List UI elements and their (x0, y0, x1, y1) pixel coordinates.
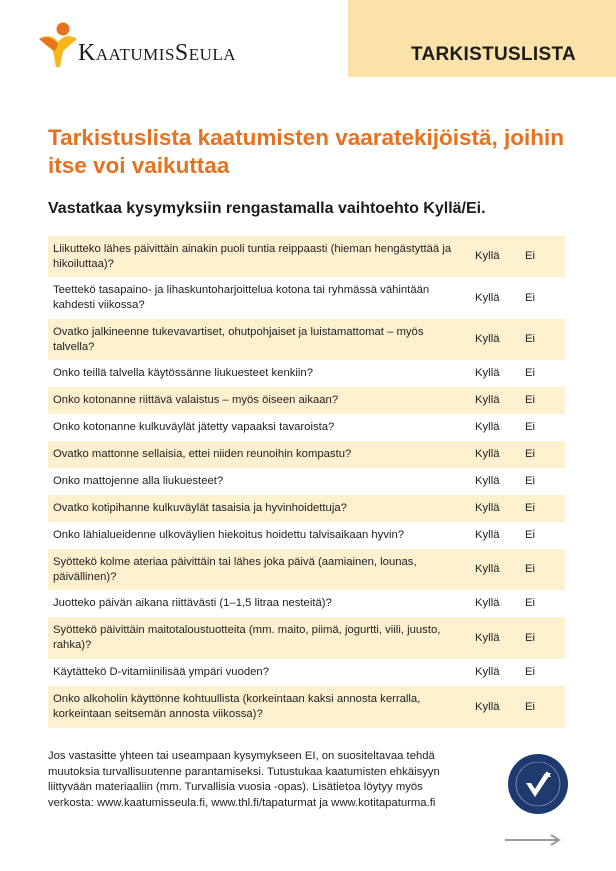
checklist-row (48, 468, 565, 495)
checklist-row (48, 590, 565, 617)
answer-yes[interactable]: Kyllä (475, 367, 500, 379)
document-tag-box (348, 0, 616, 77)
answer-yes[interactable]: Kyllä (475, 475, 500, 487)
answer-yes[interactable]: Kyllä (475, 502, 500, 514)
question-text: Liikutteko lähes päivittäin ainakin puoli tuntia reippaasti (hieman hengästyttää ja hikoiluttaa)? (53, 242, 452, 270)
answer-no[interactable]: Ei (525, 291, 536, 304)
person-logo-icon (36, 20, 80, 72)
question-text: Käytättekö D-vitamiinilisää ympäri vuoden? (53, 666, 269, 678)
answer-yes[interactable]: Kyllä (475, 394, 500, 406)
brand-name: KaatumisSeula (78, 40, 237, 66)
answer-no[interactable]: Ei (525, 421, 536, 433)
answer-no[interactable]: Ei (525, 597, 536, 609)
checklist-row (48, 360, 565, 387)
question-text: Onko kotonanne riittävä valaistus – myös öiseen aikaan? (53, 394, 339, 406)
question-text: Syöttekö päivittäin maitotaloustuotteita (mm. maito, piimä, jogurtti, viili, juusto, rahka)? (53, 624, 441, 651)
checklist-row (48, 441, 565, 468)
document-tag: TARKISTUSLISTA (411, 44, 576, 65)
answer-no[interactable]: Ei (525, 529, 536, 541)
answer-no[interactable]: Ei (525, 631, 536, 644)
answer-no[interactable]: Ei (525, 475, 536, 487)
answer-no[interactable]: Ei (525, 394, 536, 406)
question-text: Juotteko päivän aikana riittävästi (1–1,5 litraa nesteitä)? (53, 597, 332, 609)
answer-yes[interactable]: Kyllä (475, 666, 500, 678)
arrow-right-icon[interactable] (505, 833, 565, 847)
checklist (48, 236, 565, 728)
answer-no[interactable]: Ei (525, 448, 536, 460)
question-text: Onko alkoholin käyttönne kohtuullista (korkeintaan kaksi annosta kerralla, korkeintaan seitsemän annosta viikossa)? (53, 693, 421, 720)
question-text: Onko teillä talvella käytössänne liukuesteet kenkiin? (53, 367, 313, 379)
answer-yes[interactable]: Kyllä (475, 700, 500, 713)
question-text: Ovatko mattonne sellaisia, ettei niiden reunoihin kompastu? (53, 448, 352, 460)
checklist-row (48, 277, 565, 319)
answer-yes[interactable]: Kyllä (475, 631, 500, 644)
question-text: Teettekö tasapaino- ja lihaskuntoharjoittelua kotona tai ryhmässä vähintään kahdesti viikossa? (53, 284, 430, 311)
question-text: Ovatko kotipihanne kulkuväylät tasaisia ja hyvinhoidettuja? (53, 502, 347, 514)
checklist-row (48, 617, 565, 659)
answer-yes[interactable]: Kyllä (475, 291, 500, 304)
checklist-row (48, 414, 565, 441)
footer-text: Jos vastasitte yhteen tai useampaan kysymykseen EI, on suositeltavaa tehdä muutoksia turvallisuutenne parantamiseksi. Tutustukaa kaatumisten ehkäisyyn liittyvään materiaaliin (mm. Turvallisia vuosia -opas). Lisätietoa löytyy myös verkosta: www.kaatumisseula.fi, www.thl.fi/tapaturmat ja www.kotitapaturma.fi (48, 750, 440, 809)
answer-no[interactable]: Ei (525, 333, 536, 345)
checklist-row (48, 659, 565, 686)
answer-no[interactable]: Ei (525, 666, 536, 678)
checklist-row (48, 319, 565, 360)
checklist-row (48, 387, 565, 414)
checklist-row (48, 236, 565, 277)
question-text: Syöttekö kolme ateriaa päivittäin tai lähes joka päivä (aamiainen, lounas, päivällinen)? (53, 555, 417, 583)
question-text: Ovatko jalkineenne tukevavartiset, ohutpohjaiset ja luistamattomat – myös talvella? (53, 325, 424, 353)
question-text: Onko lähialueidenne ulkoväylien hiekoitus hoidettu talvisaikaan hyvin? (53, 529, 405, 541)
answer-no[interactable]: Ei (525, 367, 536, 379)
answer-yes[interactable]: Kyllä (475, 250, 500, 262)
kotitapaturmien-ehkaisy-badge-icon (507, 753, 569, 815)
answer-no[interactable]: Ei (525, 250, 536, 262)
checklist-row (48, 549, 565, 590)
answer-yes[interactable]: Kyllä (475, 421, 500, 433)
answer-yes[interactable]: Kyllä (475, 529, 500, 541)
question-text: Onko kotonanne kulkuväylät jätetty vapaaksi tavaroista? (53, 421, 335, 433)
checklist-row (48, 522, 565, 549)
answer-yes[interactable]: Kyllä (475, 448, 500, 460)
answer-yes[interactable]: Kyllä (475, 333, 500, 345)
checklist-row (48, 686, 565, 728)
question-text: Onko mattojenne alla liukuesteet? (53, 475, 224, 487)
checklist-row (48, 495, 565, 522)
answer-no[interactable]: Ei (525, 563, 536, 575)
logo (36, 18, 296, 78)
page-title: Tarkistuslista kaatumisten vaaratekijöistä, joihin itse voi vaikuttaa (48, 125, 565, 178)
answer-no[interactable]: Ei (525, 502, 536, 514)
page-subtitle: Vastatkaa kysymyksiin rengastamalla vaihtoehto Kyllä/Ei. (48, 200, 486, 217)
answer-yes[interactable]: Kyllä (475, 597, 500, 609)
answer-no[interactable]: Ei (525, 700, 536, 713)
answer-yes[interactable]: Kyllä (475, 563, 500, 575)
